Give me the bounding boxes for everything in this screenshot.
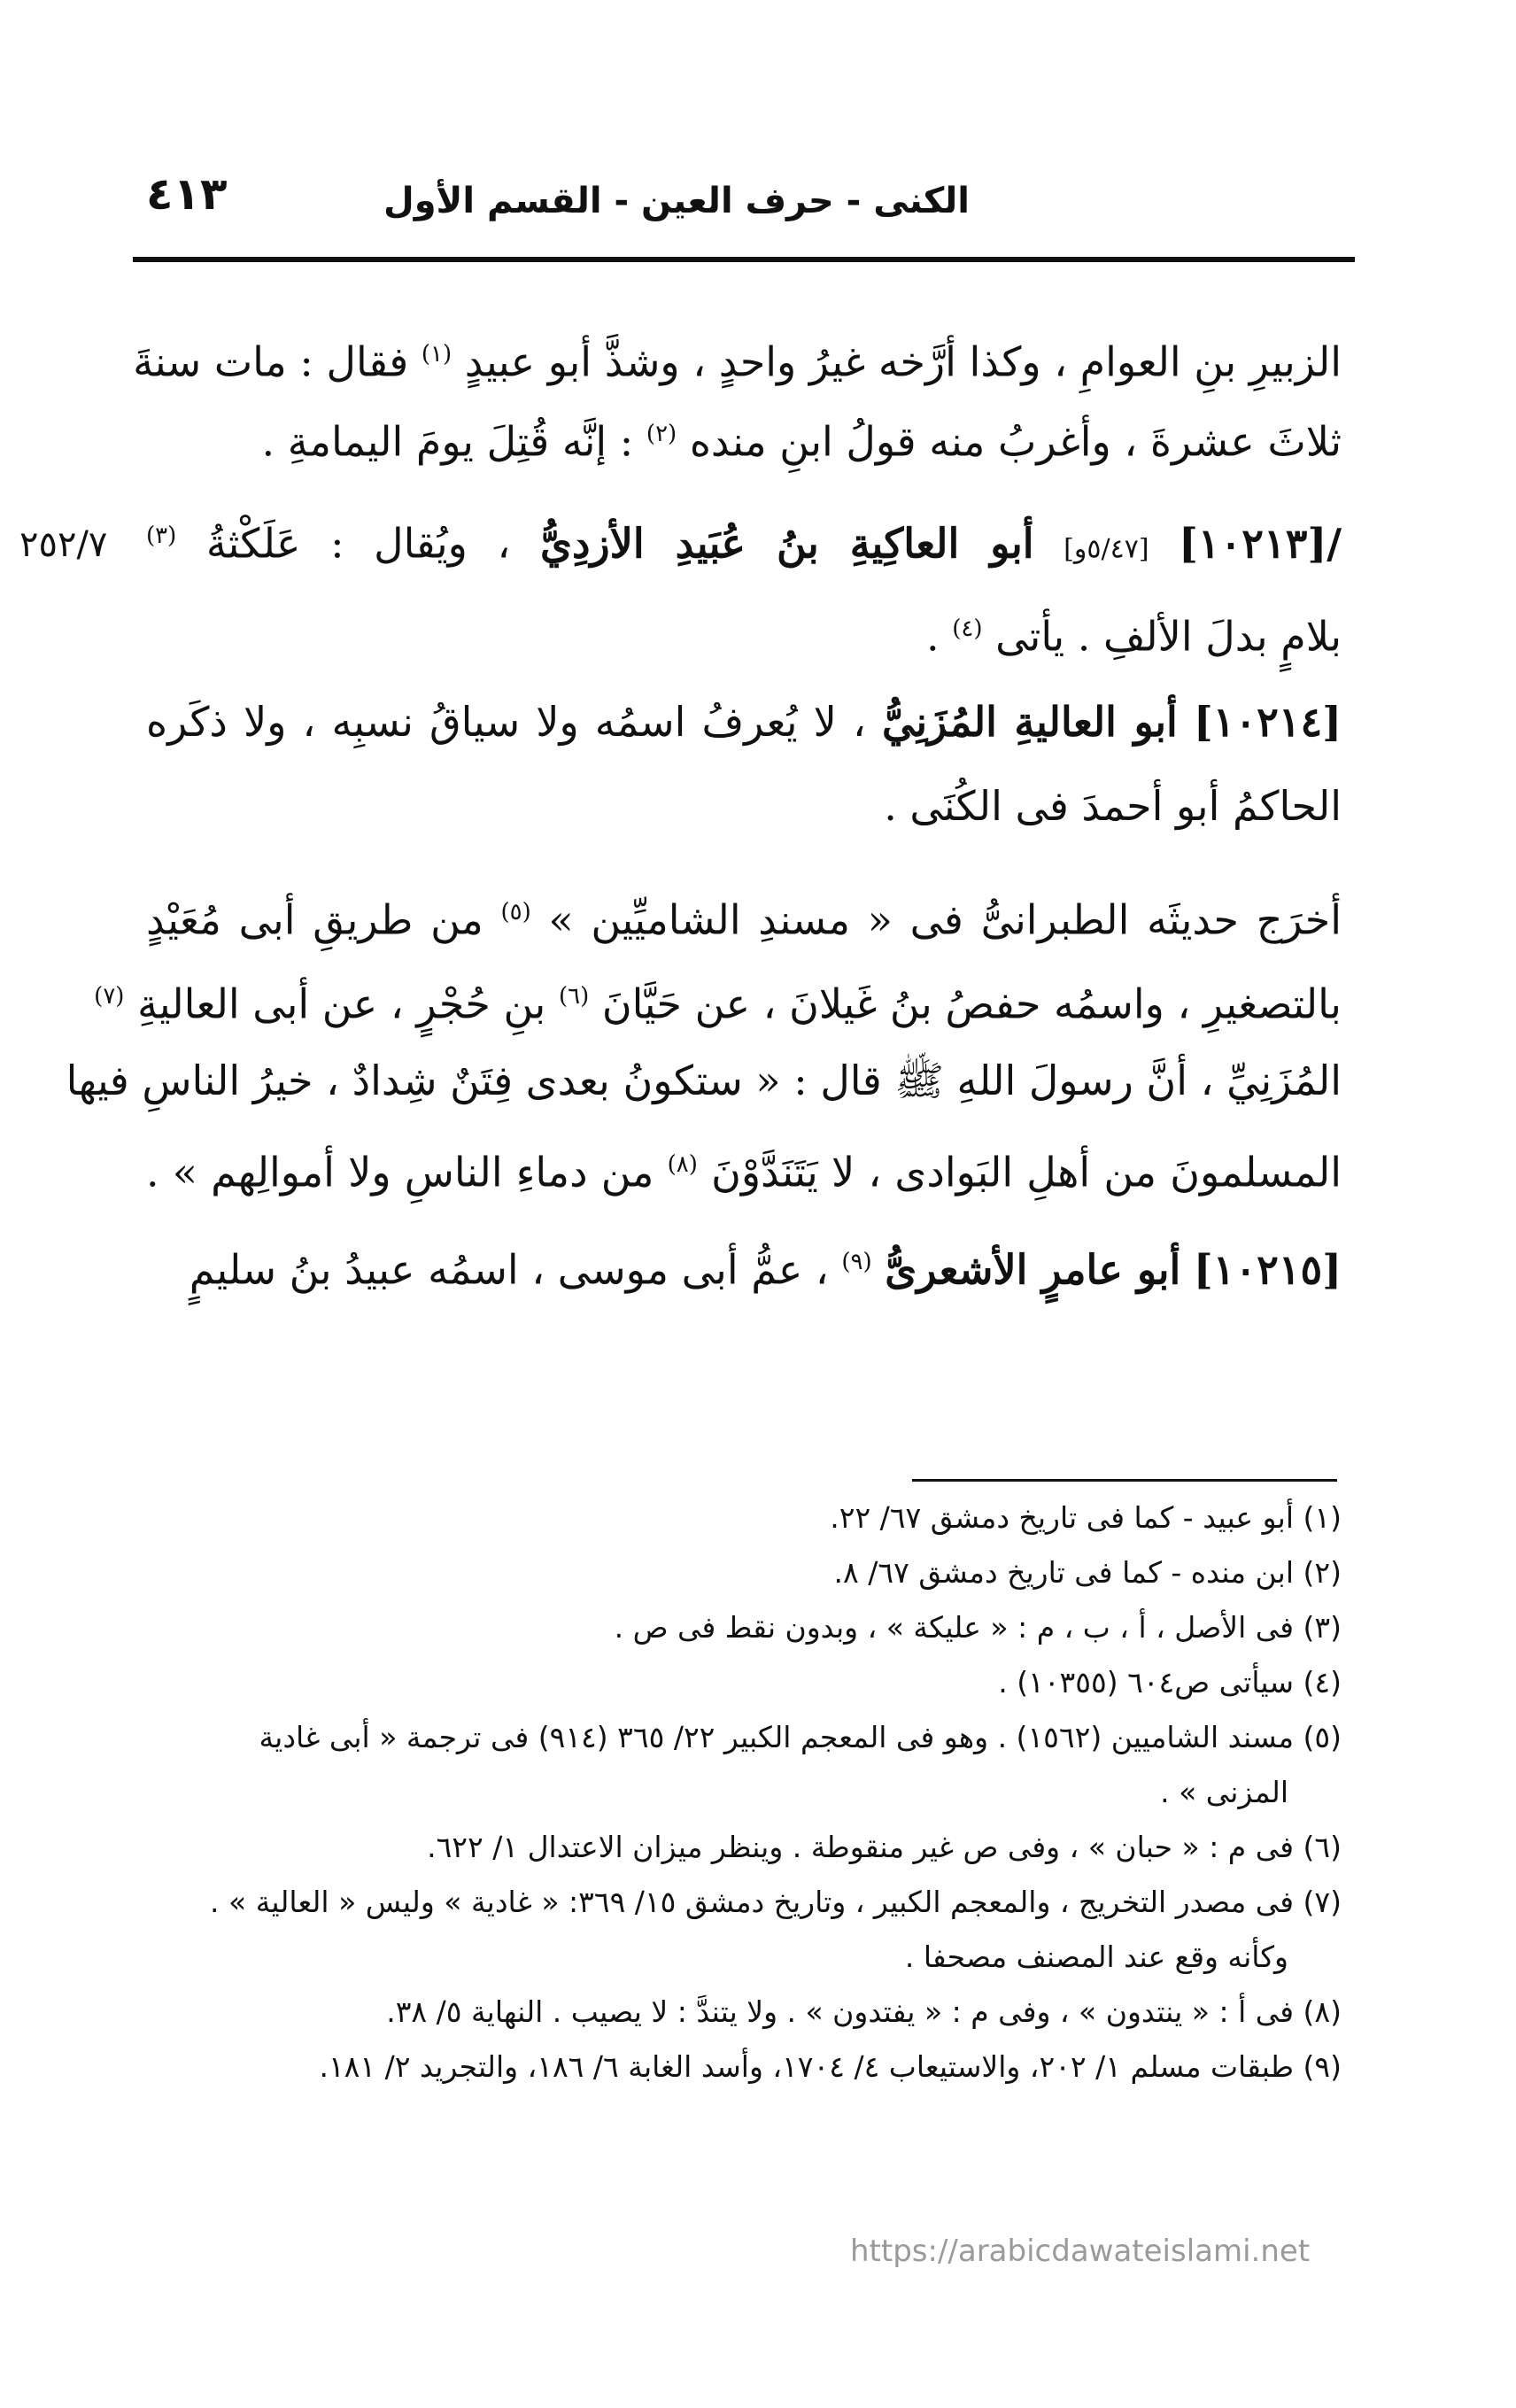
footnote-marker[interactable]: (٩) xyxy=(841,1249,872,1275)
text-line: بلامٍ بدلَ الألفِ . يأتى $^{(٤)}$ . xyxy=(926,612,1342,661)
footnote-marker[interactable]: (٢) xyxy=(646,421,677,447)
footnote-separator xyxy=(912,1479,1337,1482)
header-rule xyxy=(133,257,1355,262)
footnote: (٤) سيأتى ص٦٠٤ (١٠٣٥٥) . xyxy=(998,1665,1342,1700)
entry-10215: [١٠٢١٥] أبو عامرٍ الأشعرىُّ $^{(٩)}$ ، عمُّ أبى موسى ، اسمُه عبيدُ بنُ سليمٍ xyxy=(189,1245,1342,1294)
footnote: (٣) فى الأصل ، أ ، ب ، م : « عليكة » ، وبدون نقط فى ص . xyxy=(614,1610,1342,1645)
footnote: (٩) طبقات مسلم ١/ ٢٠٢، والاستيعاب ٤/ ١٧٠٤، وأسد الغابة ٦/ ١٨٦، والتجريد ٢/ ١٨١. xyxy=(319,2049,1342,2084)
watermark-url: https://arabicdawateislami.net xyxy=(850,2234,1311,2269)
footnote-marker[interactable]: (٤) xyxy=(952,616,983,642)
entry-10214: [١٠٢١٤] أبو العاليةِ المُزَنِيُّ ، لا يُعرفُ اسمُه ولا سياقُ نسبِه ، ولا ذكَره xyxy=(146,698,1342,746)
text-line: ثلاثَ عشرةَ ، وأغربُ منه قولُ ابنِ منده $^{(٢)}$ : إنَّه قُتِلَ يومَ اليمامةِ . xyxy=(261,417,1342,466)
footnote-marker[interactable]: (٧) xyxy=(94,983,125,1010)
footnote: (٧) فى مصدر التخريج ، والمعجم الكبير ، وتاريخ دمشق ١٥/ ٣٦٩: « غادية » وليس « العالية » . xyxy=(210,1885,1342,1919)
footnote-marker[interactable]: (٨) xyxy=(667,1151,698,1178)
running-header xyxy=(146,168,1342,230)
footnote-marker[interactable]: (٥) xyxy=(500,899,531,925)
footnote: (٨) فى أ : « ينتدون » ، وفى م : « يفتدون » . ولا يتندَّ : لا يصيب . النهاية ٥/ ٣٨. xyxy=(386,1994,1342,2029)
footnote-marker[interactable]: (٦) xyxy=(558,983,590,1010)
footnote-marker[interactable]: (١) xyxy=(421,341,452,368)
text-line: المُزَنِيِّ ، أنَّ رسولَ اللهِ ﷺ قال : « ستكونُ بعدى فِتَنٌ شِدادٌ ، خيرُ الناسِ فيها xyxy=(66,1057,1342,1104)
text-line: المسلمونَ من أهلِ البَوادى ، لا يَتَنَدَّوْنَ $^{(٨)}$ من دماءِ الناسِ ولا أموالِهم » . xyxy=(146,1148,1342,1196)
footnote: (٥) مسند الشاميين (١٥٦٢) . وهو فى المعجم الكبير ٢٢/ ٣٦٥ (٩١٤) فى ترجمة « أبى غادية xyxy=(259,1720,1342,1754)
footnote-continued: المزنى » . xyxy=(1160,1775,1288,1809)
footnote-continued: وكأنه وقع عند المصنف مصحفا . xyxy=(904,1940,1288,1974)
footnote: (٢) ابن منده - كما فى تاريخ دمشق ٦٧/ ٨. xyxy=(833,1555,1342,1590)
text-line: الحاكمُ أبو أحمدَ فى الكُنَى . xyxy=(884,782,1342,830)
running-title: الكنى - حرف العين - القسم الأول xyxy=(383,181,970,221)
text-line: بالتصغيرِ ، واسمُه حفصُ بنُ غَيلانَ ، عن حَيَّانَ $^{(٦)}$ بنِ حُجْرٍ ، عن أبى العاليةِ $^{(٧)}$ xyxy=(94,979,1342,1028)
text-line: الزبيرِ بنِ العوامِ ، وكذا أرَّخه غيرُ واحدٍ ، وشذَّ أبو عبيدٍ $^{(١)}$ فقال : مات سنةَ xyxy=(133,337,1342,386)
margin-reference: ٢٥٢/٧ xyxy=(19,524,108,565)
page-number: ٤١٣ xyxy=(146,168,228,220)
entry-10213: /[١٠٢١٣] [٥/٤٧و] أبو العاكِيةِ بنُ عُبَيدِ الأزدِيُّ ، ويُقال : عَلَكْثةُ $^{(٣)}$ xyxy=(146,519,1342,568)
manuscript-ref: [٥/٤٧و] xyxy=(1064,533,1149,565)
footnote: (١) أبو عبيد - كما فى تاريخ دمشق ٦٧/ ٢٢. xyxy=(830,1500,1342,1535)
text-line: أخرَج حديثَه الطبرانىُّ فى « مسندِ الشاميِّين » $^{(٥)}$ من طريقِ أبى مُعَيْدٍ xyxy=(146,895,1342,944)
footnote-marker[interactable]: (٣) xyxy=(146,523,177,549)
footnote: (٦) فى م : « حبان » ، وفى ص غير منقوطة . وينظر ميزان الاعتدال ١/ ٦٢٢. xyxy=(427,1830,1342,1864)
